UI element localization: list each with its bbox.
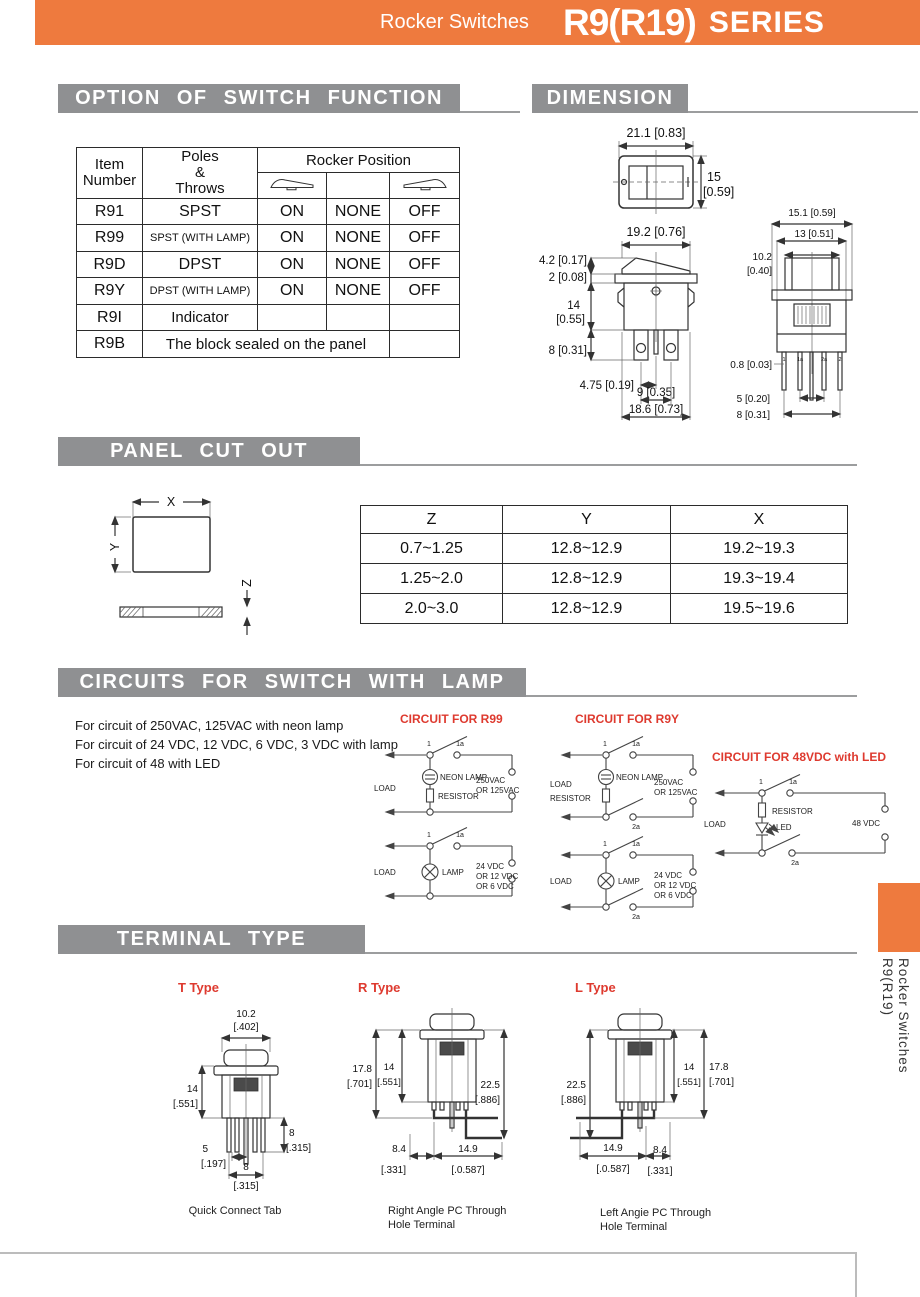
dim-label: 18.6 [0.73] [628,404,684,416]
neon-label: NEON LAMP [440,773,488,782]
table-row: R9D DPST ON NONE OFF [77,252,460,278]
resistor-label: RESISTOR [550,794,591,803]
circuit-r99-lamp [372,826,524,910]
pin-label: 1 [782,357,786,363]
section-circuits: CIRCUITS FOR SWITCH WITH LAMP [58,668,526,697]
terminal-label: 1 [427,741,431,748]
right-border-line [855,1252,857,1297]
dim-label: 17.8 [352,1064,372,1075]
t-type-drawing [158,1006,343,1191]
x-label: X [166,495,176,509]
dim-label: 5 [0.20] [736,394,770,405]
pin-label: 2 [838,357,842,363]
dim-label: 8.4 [392,1144,406,1155]
side-tab-text: R9(R19) Rocker Switches [880,958,911,1074]
dim-label: [.701] [346,1079,372,1090]
col-item-number: Item Number [77,148,143,199]
dim-label: [.315] [286,1143,312,1154]
dim-label: [.0.587] [451,1165,485,1176]
pin-label: 1a [796,357,804,363]
dim-label: 14.9 [603,1143,623,1154]
dim-label: 14 [683,1062,695,1073]
side-tab-marker [878,883,920,952]
load-label: LOAD [550,877,572,886]
dim-label: 4.2 [0.17] [539,255,587,267]
circuit-r9y-neon [548,733,703,835]
side-view [730,208,852,421]
top-view [613,126,734,214]
dim-label: 8 [289,1128,295,1139]
load-label: LOAD [704,820,726,829]
neon-label: NEON LAMP [616,773,664,782]
panel-cutout-drawing [75,480,335,645]
dim-label: 19.2 [0.76] [626,225,686,239]
dim-label: [.315] [233,1181,259,1192]
front-view [539,225,697,420]
load-label: LOAD [374,784,396,793]
dim-label: 22.5 [566,1080,586,1091]
col-poles-throws: Poles & Throws [143,148,258,199]
terminal-label: 1a [456,741,464,748]
t-type-label: T Type [178,980,219,995]
terminal-label: 1a [456,832,464,839]
dim-label: [.331] [647,1166,673,1177]
dim-label: 14 [567,300,580,312]
terminal-label: 1 [603,841,607,848]
rocker-on-icon [258,173,327,199]
voltage-label: OR 6 VDC [476,882,514,891]
dim-label: 8.4 [653,1145,667,1156]
bottom-border-line [0,1252,857,1254]
header-title [563,0,825,45]
dim-label: [.331] [380,1165,406,1176]
voltage-label: OR 6 VDC [654,891,692,900]
dim-label: [.886] [560,1095,586,1106]
table-row: 1.25~2.0 12.8~12.9 19.3~19.4 [361,564,848,594]
hatch-right [199,607,222,617]
switch-function-table [76,147,460,358]
resistor-label: RESISTOR [772,807,813,816]
voltage-label: 250VAC [476,776,506,785]
dim-label: 21.1 [0.83] [626,126,686,140]
terminal-label: 1 [759,779,763,786]
dim-label: 14 [186,1084,198,1095]
dim-label: [0.40] [746,266,772,277]
table-row: 0.7~1.25 12.8~12.9 19.2~19.3 [361,534,848,564]
dim-label: 4.75 [0.19] [579,380,634,392]
led-label: LED [776,823,792,832]
circuit-notes: For circuit of 250VAC, 125VAC with neon lamp For circuit of 24 VDC, 12 VDC, 6 VDC, 3 VDC with lamp For circuit of 48 with LED [75,718,398,771]
table-row: R9I Indicator [77,305,460,331]
circuit-title-r99: CIRCUIT FOR R99 [400,712,503,726]
table-row: R91 SPST ON NONE OFF [77,199,460,225]
dimension-drawing [530,112,920,427]
dim-label: [0.59] [703,185,735,199]
dim-label: 2 [0.08] [548,272,587,284]
z-label: Z [240,579,254,587]
dim-label: 15.1 [0.59] [788,208,836,219]
r-type-label: R Type [358,980,401,995]
lamp-label: LAMP [618,877,640,886]
col-x: X [671,506,848,534]
section-panel: PANEL CUT OUT [58,437,360,466]
terminal-label: 2a [632,824,640,831]
circuit-r9y-lamp [548,835,703,927]
voltage-label: 24 VDC [654,871,683,880]
dim-label: 17.8 [709,1062,729,1073]
table-row: 2.0~3.0 12.8~12.9 19.5~19.6 [361,594,848,624]
dim-label: [.197] [200,1159,226,1170]
dim-label: 22.5 [480,1080,500,1091]
col-y: Y [503,506,671,534]
col-z: Z [361,506,503,534]
r-type-drawing [346,1006,562,1191]
hatch-left [120,607,143,617]
voltage-label: OR 125VAC [476,786,520,795]
dim-label: [.551] [677,1077,701,1088]
rocker-off-icon [390,173,460,199]
l-type-caption: Left Angie PC Through Hole Terminal [600,1207,712,1233]
dim-label: [.701] [709,1077,735,1088]
dim-label: 0.8 [0.03] [730,360,772,371]
terminal-label: 2a [791,860,799,867]
pin-label: 2a [820,357,828,363]
dim-label: [.402] [233,1022,259,1033]
t-type-caption: Quick Connect Tab [188,1205,282,1217]
circuit-r99-neon [372,733,524,827]
dim-label: 15 [707,170,721,184]
l-type-label: L Type [575,980,616,995]
voltage-label: 48 VDC [852,819,881,828]
dim-label: 5 [202,1144,208,1155]
terminal-label: 1 [603,741,607,748]
terminal-label: 1a [632,741,640,748]
dim-label: 8 [243,1162,249,1173]
dim-label: 10.2 [236,1009,256,1020]
dim-label: [0.55] [556,314,585,326]
resistor-label: RESISTOR [438,792,479,801]
circuit-48vdc-led [700,763,915,869]
load-label: LOAD [374,868,396,877]
dim-label: 13 [0.51] [794,229,834,240]
l-type-drawing [556,1006,766,1191]
series-code: R9(R19) [563,1,696,43]
rocker-mid-cell [327,173,390,199]
dim-label: 9 [0.35] [636,387,676,399]
dim-label: 10.2 [752,252,772,263]
series-word: SERIES [708,5,825,39]
dim-label: [.551] [377,1077,401,1088]
terminal-label: 1 [427,832,431,839]
section-option: OPTION OF SWITCH FUNCTION [58,84,460,113]
dim-label: 14.9 [458,1144,478,1155]
panel-cutout-table [360,505,848,624]
section-dimension: DIMENSION [532,84,688,113]
voltage-label: OR 12 VDC [476,872,519,881]
voltage-label: 24 VDC [476,862,505,871]
section-terminal: TERMINAL TYPE [58,925,365,954]
table-row: R9Y DPST (WITH LAMP) ON NONE OFF [77,278,460,305]
circuit-title-r9y: CIRCUIT FOR R9Y [575,712,680,726]
voltage-label: 250VAC [654,778,684,787]
circuit-title-led: CIRCUIT FOR 48VDC with LED [712,750,887,764]
table-row: R99 SPST (WITH LAMP) ON NONE OFF [77,225,460,252]
dim-label: 14 [383,1062,395,1073]
voltage-label: OR 12 VDC [654,881,697,890]
dim-label: 8 [0.31] [548,345,587,357]
r-type-caption: Right Angle PC Through Hole Terminal [388,1205,507,1231]
lamp-label: LAMP [442,868,464,877]
dim-label: [.551] [172,1099,198,1110]
terminal-label: 1a [789,779,797,786]
col-rocker-position: Rocker Position [258,148,460,173]
terminal-label: 2a [632,914,640,921]
dim-label: [.0.587] [596,1164,630,1175]
terminal-label: 1a [632,841,640,848]
table-row: R9B The block sealed on the panel [77,331,460,358]
load-label: LOAD [550,780,572,789]
dim-label: 8 [0.31] [736,410,770,421]
y-label: Y [108,542,122,552]
header-subtitle: Rocker Switches [380,11,529,33]
voltage-label: OR 125VAC [654,788,698,797]
dim-label: [.886] [474,1095,500,1106]
